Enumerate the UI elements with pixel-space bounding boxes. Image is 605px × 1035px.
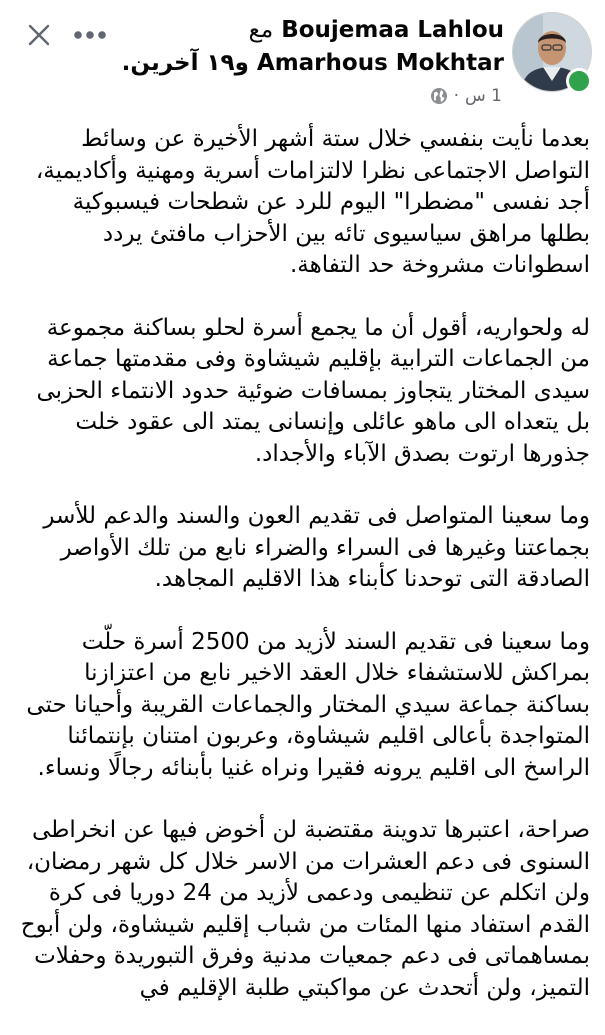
close-button[interactable] [24, 20, 54, 50]
post-body [18, 124, 590, 1035]
post-paragraph: وما سعينا المتواصل فى تقديم العون والسند والدعم للأسر بجماعتنا وغيرها فى السراء والضراء نابع من تلك الأواصر الصادقة التى توحدنا كأبناء هذا الاقليم المجاهد. [43, 503, 590, 592]
tagged-person-surname[interactable]: Mokhtar [395, 50, 504, 76]
post-paragraph: صراحة، اعتبرها تدوينة مقتضبة لن أخوض فيها عن انخراطى السنوى فى دعم العشرات من الاسر خلال كل شهر رمضان، ولن اتكلم عن تنظيمى ودعمى لأزيد من 24 دوريا فى كرة القدم استفاد منها المئات من شباب إقليم شيشاوة، ولن أبوح بمساهماتى فى دعم جمعيات مدنية وفرق التبوريدة وحفلات التميز، ولن أتحدث عن مواكبتي طلبة الإقليم في [20, 817, 590, 1001]
post-paragraph: بعدما نأيت بنفسي خلال ستة أشهر الأخيرة عن وسائط التواصل الاجتماعى نظرا لالتزامات أسرية ومهنية وأكاديمية، أجد نفسى "مضطرا" اليوم للرد عن شطحات فيسبوكية بطلها مراهق سياسيوى تائه بين الأحزاب مافتئ يردد اسطوانات مشروخة حد التفاهة. [35, 126, 590, 278]
post-time[interactable]: 1 س [465, 86, 502, 106]
online-status-dot [566, 68, 592, 94]
meta-separator: · [453, 86, 460, 106]
with-word: مع [248, 17, 274, 43]
author-name[interactable]: Boujemaa Lahlou [281, 17, 504, 43]
more-options-icon [73, 30, 107, 40]
more-options-button[interactable] [70, 20, 110, 50]
post-title [118, 14, 504, 80]
post-meta [300, 86, 502, 106]
others-link[interactable]: و١٩ آخرين. [121, 50, 249, 76]
author-avatar[interactable] [512, 12, 592, 92]
post-header [0, 0, 605, 120]
close-icon [28, 24, 50, 46]
globe-icon [430, 87, 448, 105]
tagged-person-name[interactable]: Amarhous [256, 50, 388, 76]
post-paragraph: له ولحواريه، أقول أن ما يجمع أسرة لحلو بساكنة مجموعة من الجماعات الترابية بإقليم شيشاوة وفى مقدمتها جماعة سيدى المختار يتجاوز بمسافات ضوئية حدود الانتماء الحزبى بل يتعداه الى ماهو عائلى وإنسانى يمتد الى عقود خلت جذورها ارتوت بصدق الآباء والأجداد. [36, 314, 590, 467]
post-paragraph: وما سعينا فى تقديم السند لأزيد من 2500 أسرة حلّت بمراكش للاستشفاء خلال العقد الاخير نابع من اعتزازنا بساكنة جماعة سيدي المختار والجماعات القريبة وأحيانا حتى المتواجدة بأعالى اقليم شيشاوة، وعربون امتنان بإنتمائنا الراسخ الى اقليم يرونه فقيرا ونراه غنيا بأبنائه رجالًا ونساء. [26, 628, 590, 781]
